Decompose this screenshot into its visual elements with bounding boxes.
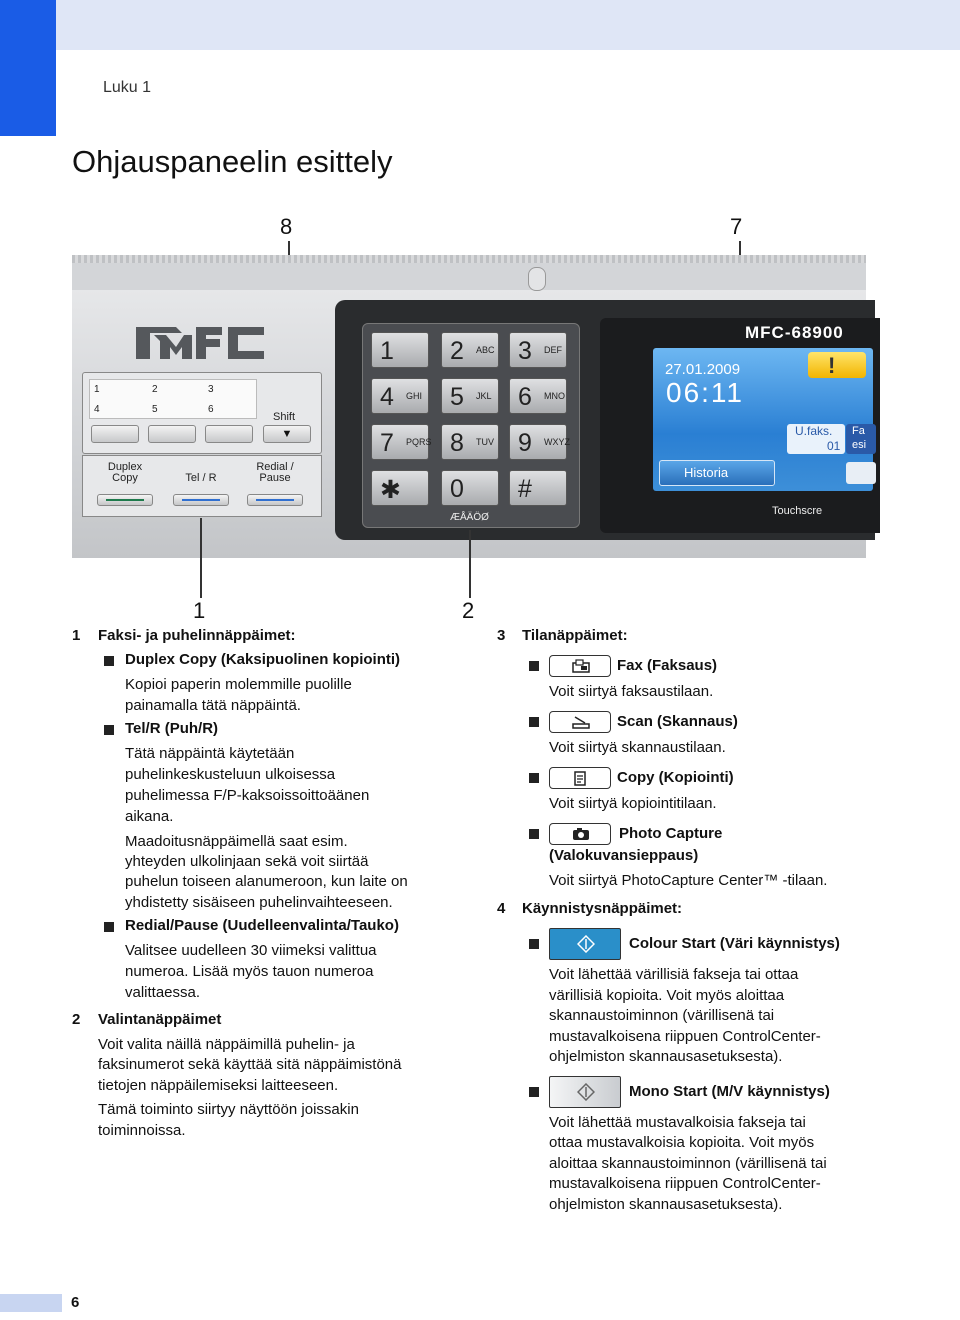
item-text: Voit lähettää mustavalkoisia fakseja tai	[549, 1114, 806, 1131]
one-touch-label: 5	[152, 404, 158, 415]
item-text: puhelinkeskusteluun ulkoisessa	[125, 766, 336, 783]
item-text: valittaessa.	[125, 984, 201, 1001]
item-title: Mono Start (M/V käynnistys)	[629, 1083, 830, 1100]
item-text: ohjelmiston skannausasetuksesta).	[549, 1196, 783, 1213]
shift-label: Shift	[273, 411, 296, 423]
bullet-icon	[529, 717, 539, 727]
item-title: Colour Start (Väri käynnistys)	[629, 935, 840, 952]
item-text: aloittaa skannaustoiminnon (värillisenä tai	[549, 1155, 827, 1172]
item-text: Voit lähettää värillisiä fakseja tai ottaa	[549, 966, 799, 983]
key-star[interactable]: ✱	[371, 470, 429, 506]
bullet-icon	[529, 661, 539, 671]
bullet-icon	[529, 939, 539, 949]
one-touch-button[interactable]	[91, 425, 139, 443]
item-text: Voit siirtyä faksaustilaan.	[549, 683, 714, 700]
section-title: Valintanäppäimet	[98, 1011, 222, 1028]
item-text: puhelun toiseen alanumeroon, kun laite on	[125, 873, 408, 890]
item-title: (Valokuvansieppaus)	[549, 847, 699, 864]
key-4[interactable]: 4 GHI	[371, 378, 429, 414]
key-hash[interactable]: #	[509, 470, 567, 506]
chapter-label: Luku 1	[103, 79, 152, 96]
warning-icon[interactable]: !	[808, 352, 866, 378]
one-touch-button[interactable]	[205, 425, 253, 443]
tel-r-button[interactable]	[173, 494, 229, 506]
header-band	[0, 0, 960, 50]
photo-capture-key-icon	[549, 823, 611, 845]
mono-start-key-icon	[549, 1076, 621, 1108]
item-text: mustavalkoisena riippuen ControlCenter-	[549, 1175, 821, 1192]
item-text: värillisiä kopioita. Voit myös aloittaa	[549, 987, 785, 1004]
shift-button[interactable]: ▼	[263, 425, 311, 443]
key-7[interactable]: 7 PQRS	[371, 424, 429, 460]
bullet-icon	[529, 773, 539, 783]
item-title: Duplex Copy (Kaksipuolinen kopiointi)	[125, 651, 401, 668]
duplex-copy-button[interactable]	[97, 494, 153, 506]
page-title: Ohjauspaneelin esittely	[72, 144, 393, 179]
item-text: faksinumerot sekä käyttää sitä näppäimistönä	[98, 1056, 402, 1073]
redial-pause-button[interactable]	[247, 494, 303, 506]
section-number: 1	[72, 627, 81, 644]
bullet-icon	[529, 829, 539, 839]
key-9[interactable]: 9 WXYZ	[509, 424, 567, 460]
page-number: 6	[71, 1294, 80, 1311]
history-button[interactable]: Historia	[659, 460, 775, 486]
item-text: Kopioi paperin molemmille puolille	[125, 676, 352, 693]
item-text: Tämä toiminto siirtyy näyttöön joissakin	[98, 1101, 359, 1118]
item-text: ohjelmiston skannausasetuksesta).	[549, 1048, 783, 1065]
key-0[interactable]: 0	[441, 470, 499, 506]
item-text: aikana.	[125, 808, 174, 825]
item-text: ottaa mustavalkoisia kopioita. Voit myös	[549, 1134, 815, 1151]
callout-line	[200, 518, 202, 598]
screen-date: 27.01.2009	[665, 361, 741, 378]
colour-start-key-icon	[549, 928, 621, 960]
panel-slot	[528, 267, 546, 291]
section-title: Tilanäppäimet:	[522, 627, 628, 644]
key-6[interactable]: 6 MNO	[509, 378, 567, 414]
item-title: Photo Capture	[619, 825, 723, 842]
key-5[interactable]: 5 JKL	[441, 378, 499, 414]
fax-icon[interactable]	[846, 462, 876, 484]
item-text: Voit siirtyä skannaustilaan.	[549, 739, 726, 756]
footer-band	[0, 1294, 62, 1312]
item-text: Valitsee uudelleen 30 viimeksi valittua	[125, 942, 377, 959]
chapter-tab	[0, 0, 56, 136]
item-title: Scan (Skannaus)	[617, 713, 738, 730]
item-text: Voit siirtyä PhotoCapture Center™ -tilaan.	[549, 872, 828, 889]
item-text: toiminnoissa.	[98, 1122, 186, 1139]
fax-key-icon	[549, 655, 611, 677]
panel-vent	[72, 255, 866, 263]
scan-key-icon	[549, 711, 611, 733]
one-touch-label: 3	[208, 384, 214, 395]
one-touch-button[interactable]	[148, 425, 196, 443]
callout-2: 2	[462, 598, 475, 623]
one-touch-labels	[89, 379, 257, 419]
item-text: tietojen näppäilemiseksi laitteeseen.	[98, 1077, 339, 1094]
duplex-copy-label: Duplex Copy	[107, 461, 143, 484]
section-number: 3	[497, 627, 506, 644]
item-title: Redial/Pause (Uudelleenvalinta/Tauko)	[125, 917, 399, 934]
item-text: Tätä näppäintä käytetään	[125, 745, 295, 762]
mfc-logo	[136, 327, 264, 359]
redial-pause-label: Redial / Pause	[256, 461, 294, 484]
item-text: yhdistetty sisäiseen puhelinvaihteeseen.	[125, 894, 393, 911]
callout-8: 8	[280, 214, 293, 239]
screen-time: 06:11	[666, 377, 744, 408]
item-title: Copy (Kopiointi)	[617, 769, 734, 786]
callout-1: 1	[193, 598, 206, 623]
section-number: 4	[497, 900, 506, 917]
bullet-icon	[529, 1087, 539, 1097]
item-text: puhelimessa F/P-kaksoissoittoäänen	[125, 787, 370, 804]
item-text: numeroa. Lisää myös tauon numeroa	[125, 963, 374, 980]
item-text: painamalla tätä näppäintä.	[125, 697, 301, 714]
key-2[interactable]: 2 ABC	[441, 332, 499, 368]
key-3[interactable]: 3 DEF	[509, 332, 567, 368]
tel-r-label: Tel / R	[185, 472, 217, 484]
model-name: MFC-68900	[745, 323, 844, 342]
item-text: Maadoitusnäppäimellä saat esim.	[125, 833, 348, 850]
item-text: mustavalkoisena riippuen ControlCenter-	[549, 1028, 821, 1045]
item-title: Fax (Faksaus)	[617, 657, 718, 674]
section-number: 2	[72, 1011, 81, 1028]
touchscreen-logo: Touchscre	[772, 505, 823, 517]
key-1[interactable]: 1	[371, 332, 429, 368]
item-text: skannaustoiminnon (värillisenä tai	[549, 1007, 775, 1024]
one-touch-label: 4	[94, 404, 100, 415]
bullet-icon	[104, 725, 114, 735]
item-text: Voit siirtyä kopiointitilaan.	[549, 795, 717, 812]
item-text: Voit valita näillä näppäimillä puhelin- ja	[98, 1036, 355, 1053]
accent-label: ÆÅÄÖØ	[450, 512, 489, 523]
one-touch-label: 1	[94, 384, 100, 395]
section-title: Faksi- ja puhelinnäppäimet:	[98, 627, 296, 644]
one-touch-label: 2	[152, 384, 158, 395]
function-keys	[82, 455, 322, 517]
item-title: Tel/R (Puh/R)	[125, 720, 219, 737]
item-text: yhteyden ulkolinjaan sekä voit siirtää	[125, 853, 369, 870]
dial-pad	[362, 323, 580, 528]
section-title: Käynnistysnäppäimet:	[522, 900, 683, 917]
copy-key-icon	[549, 767, 611, 789]
one-touch-panel	[82, 372, 322, 454]
callout-7: 7	[730, 214, 743, 239]
one-touch-label: 6	[208, 404, 214, 415]
unread-fax-button[interactable]: U.faks. 01	[787, 424, 845, 454]
key-8[interactable]: 8 TUV	[441, 424, 499, 460]
bullet-icon	[104, 656, 114, 666]
callout-line	[469, 530, 471, 598]
bullet-icon	[104, 922, 114, 932]
fax-preview-button[interactable]: Fa esi	[846, 424, 876, 454]
